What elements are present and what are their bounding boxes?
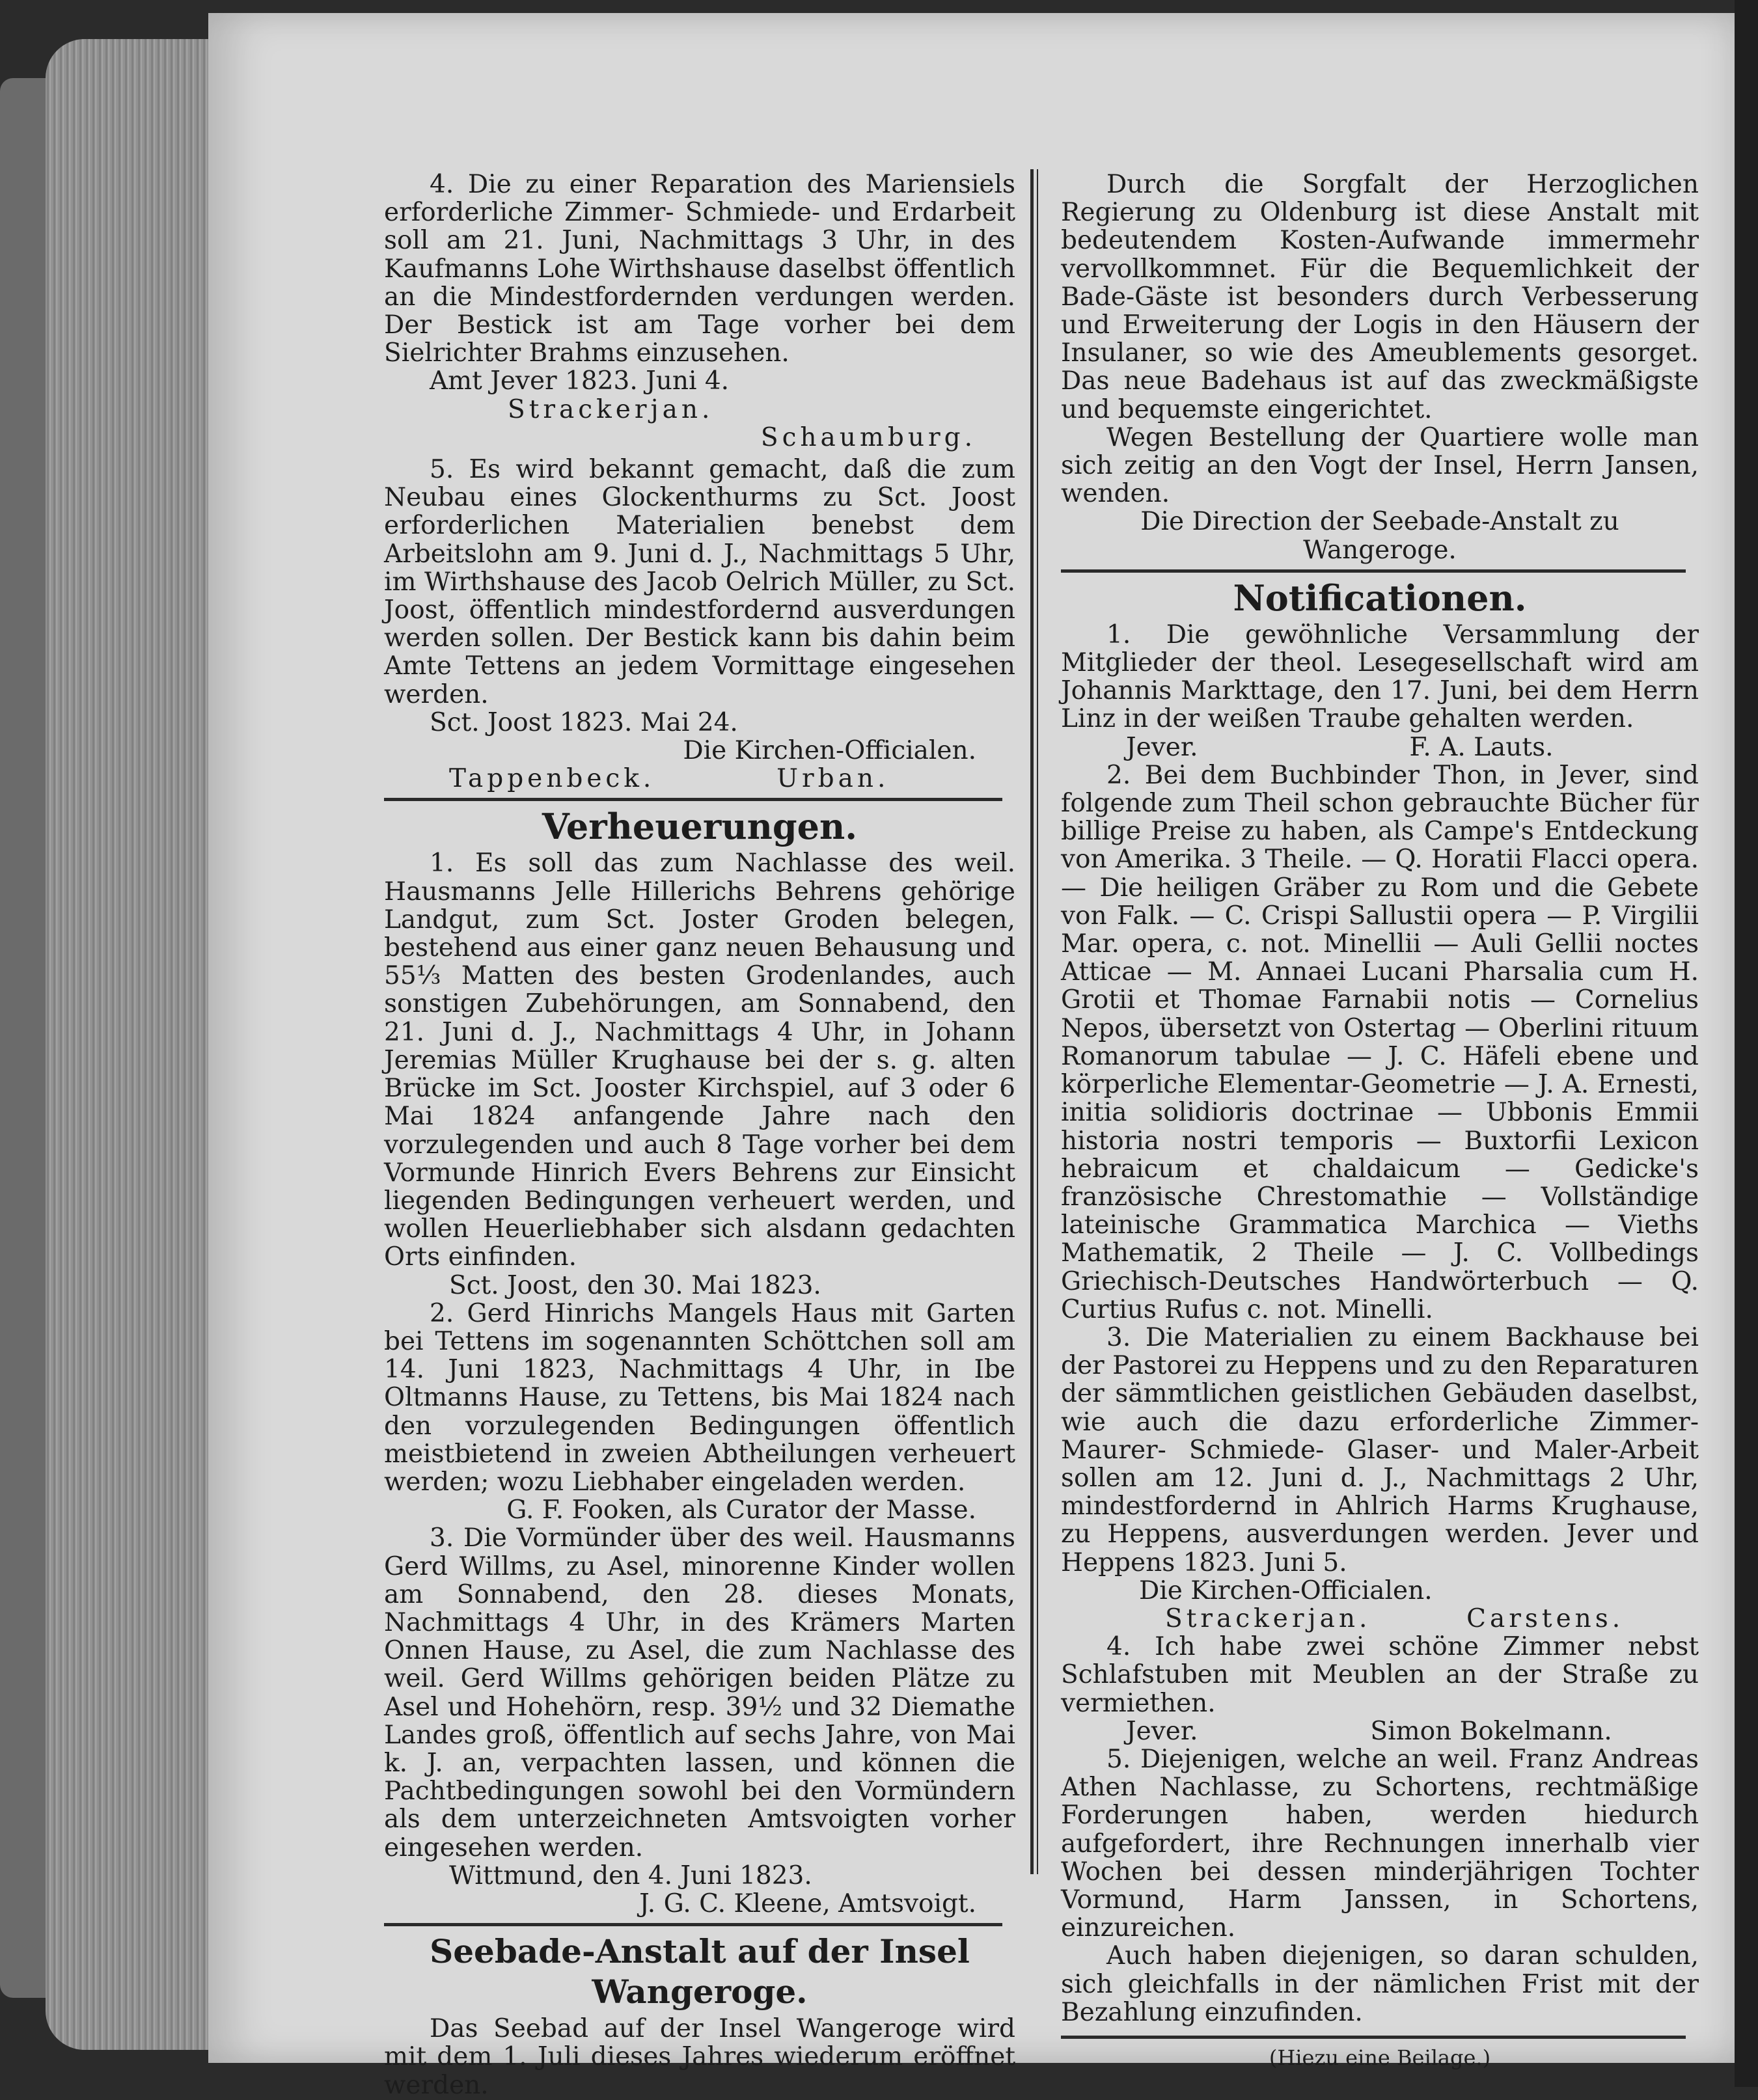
- supplement-note: (Hiezu eine Beilage.): [1269, 2045, 1491, 2070]
- section-rule: [1061, 569, 1686, 573]
- seebade-paragraph-3: Wegen Bestellung der Quartiere wolle man sich zeitig an den Vogt der Insel, Herrn Jansen, wenden.: [1061, 422, 1699, 509]
- notice-item-4-signature-1: Strackerjan.: [508, 394, 714, 424]
- lease-item-2-signature: G. F. Fooken, als Curator der Masse.: [506, 1495, 976, 1525]
- notice-item-5-place: Sct. Joost 1823. Mai 24.: [430, 707, 738, 737]
- section-heading-verheuerungen: Verheuerungen.: [542, 806, 858, 848]
- lease-item-2: 2. Gerd Hinrichs Mangels Haus mit Garten bei Tettens im sogenannten Schöttchen soll am 14. Juni 1823, Nachmittags 4 Uhr, in Ibe Oltmanns Hause, zu Tettens, bis Mai 1824 nach den vorzulegenden Bedingungen öffentlich meistbietend in zweien Abtheilungen verheuert werden; wozu Liebhaber eingeladen werden.: [384, 1298, 1015, 1497]
- right-column-text: [1061, 170, 1699, 2072]
- notification-3: 3. Die Materialien zu einem Backhause bei der Pastorei zu Heppens und zu den Reparaturen der sämmtlichen geistlichen Gebäuden daselbst, wie auch die dazu erforderliche Zimmer- Maurer- Schmiede- Glaser- und Maler-Arbeit sollen am 12. Juni d. J., Nachmittags 2 Uhr, mindestfordernd in Ahlrich Harms Krughause, zu Heppens, ausverdungen werden. Jever und Heppens 1823. Juni 5.: [1061, 1322, 1699, 1577]
- notification-3-signature-1: Die Kirchen-Officialen.: [1139, 1575, 1433, 1605]
- notification-1-place: Jever.: [1126, 732, 1198, 762]
- section-rule: [1061, 2036, 1686, 2039]
- notice-item-4: 4. Die zu einer Reparation des Mariensiels erforderliche Zimmer- Schmiede- und Erdarbeit soll am 21. Juni, Nachmittags 3 Uhr, in des Kaufmanns Lohe Wirthshause daselbst öffentlich an die Mindestfordernden verdungen werden. Der Bestick ist am Tage vorher bei dem Sielrichter Brahms einzusehen.: [384, 170, 1015, 368]
- notification-5-continued: Auch haben diejenigen, so daran schulden, sich gleichfalls in der nämlichen Frist mit der Bezahlung einzufinden.: [1061, 1941, 1699, 2027]
- notice-item-5-signature-1: Die Kirchen-Officialen.: [683, 736, 976, 766]
- notice-item-4-place: Amt Jever 1823. Juni 4.: [430, 366, 730, 396]
- notification-4: 4. Ich habe zwei schöne Zimmer nebst Schlafstuben mit Meublen an der Straße zu vermiethen.: [1061, 1632, 1699, 1718]
- seebade-paragraph-2: Durch die Sorgfalt der Herzoglichen Regierung zu Oldenburg ist diese Anstalt mit bedeutendem Kosten-Aufwande immermehr vervollkommnet. Für die Bequemlichkeit der Bade-Gäste ist besonders durch Verbesserung und Erweiterung der Logis in den Häusern der Insulaner, so wie des Ameublements gesorget. Das neue Badehaus ist auf das zweckmäßigste und bequemste eingerichtet.: [1061, 170, 1699, 424]
- seebade-paragraph-1: Das Seebad auf der Insel Wangeroge wird mit dem 1. Juli dieses Jahres wiederum eröffnet werden.: [384, 2014, 1015, 2100]
- notification-3-signature-2a: Strackerjan.: [1165, 1603, 1371, 1633]
- notification-4-signature: Simon Bokelmann.: [1370, 1716, 1612, 1746]
- scan-border: [1735, 0, 1758, 2087]
- seebade-signature: Die Direction der Seebade-Anstalt zu Wangeroge.: [1140, 507, 1619, 565]
- notification-3-signature-2b: Carstens.: [1466, 1603, 1625, 1633]
- notification-2: 2. Bei dem Buchbinder Thon, in Jever, sind folgende zum Theil schon gebrauchte Bücher für billige Preise zu haben, als Campe's Entdeckung von Amerika. 3 Theile. — Q. Horatii Flacci opera. — Die heiligen Gräber zu Rom und die Gebete von Falk. — C. Crispi Sallustii opera — P. Virgilii Mar. opera, c. not. Minellii — Auli Gellii noctes Atticae — M. Annaei Lucani Pharsalia cum H. Grotii et Thomae Farnabii notis — Cornelius Nepos, übersetzt von Ostertag — Oberlini rituum Romanorum tabulae — J. C. Häfeli ebene und körperliche Elementar-Geometrie — J. A. Ernesti, initia solidioris doctrinae — Ubbonis Emmii historia nostri temporis — Buxtorfii Lexicon hebraicum et chaldaicum — Gedicke's französische Chrestomathie — Vollständige lateinische Grammatica Marchica — Vieths Mathematik, 2 Theile — J. C. Vollbedings Griechisch-Deutsches Handwörterbuch — Q. Curtius Rufus c. not. Minelli.: [1061, 760, 1699, 1324]
- left-column-text: [384, 170, 1015, 2099]
- notice-item-4-signature-2: Schaumburg.: [760, 422, 976, 452]
- notice-item-5-signature-2b: Urban.: [776, 764, 890, 794]
- section-heading-seebade: Seebade-Anstalt auf der Insel Wangeroge.: [430, 1932, 970, 2011]
- lease-item-3-signature: J. G. C. Kleene, Amtsvoigt.: [639, 1889, 976, 1918]
- section-heading-notificationen: Notificationen.: [1233, 577, 1527, 619]
- column-divider: [1030, 169, 1034, 1874]
- lease-item-1-place: Sct. Joost, den 30. Mai 1823.: [449, 1270, 821, 1300]
- notification-5: 5. Diejenigen, welche an weil. Franz Andreas Athen Nachlasse, zu Schortens, rechtmäßige Forderungen haben, werden hiedurch aufgefordert, ihre Rechnungen innerhalb vier Wochen bei dessen minderjährigen Tochter Vormund, Harm Janssen, in Schortens, einzureichen.: [1061, 1744, 1699, 1943]
- notice-item-5-signature-2a: Tappenbeck.: [449, 764, 655, 794]
- lease-item-3: 3. Die Vormünder über des weil. Hausmanns Gerd Willms, zu Asel, minorenne Kinder wollen am Sonnabend, den 28. dieses Monats, Nachmittags 4 Uhr, in des Krämers Marten Onnen Hause, zu Asel, die zum Nachlasse des weil. Gerd Willms gehörigen beiden Plätze zu Asel und Hohehörn, resp. 39½ und 32 Diemathe Landes groß, öffentlich auf sechs Jahre, von Mai k. J. an, verpachten lassen, und können die Pachtbedingungen sowohl bei den Vormündern als dem unterzeichneten Amtsvoigten vorher eingesehen werden.: [384, 1523, 1015, 1862]
- notice-item-5: 5. Es wird bekannt gemacht, daß die zum Neubau eines Glockenthurms zu Sct. Joost erforderlichen Materialien benebst dem Arbeitslohn am 9. Juni d. J., Nachmittags 5 Uhr, im Wirthshause des Jacob Oelrich Müller, zu Sct. Joost, öffentlich mindestfordernd ausverdungen werden sollen. Der Bestick kann bis dahin beim Amte Tettens an jedem Vormittage eingesehen werden.: [384, 455, 1015, 709]
- notification-4-place: Jever.: [1126, 1716, 1198, 1746]
- lease-item-1: 1. Es soll das zum Nachlasse des weil. Hausmanns Jelle Hillerichs Behrens gehörige Landgut, zum Sct. Joster Groden belegen, bestehend aus einer ganz neuen Behausung und 55⅓ Matten des besten Grodenlandes, auch sonstigen Zubehörungen, am Sonnabend, den 21. Juni d. J., Nachmittags 4 Uhr, in Johann Jeremias Müller Krughause bei der s. g. alten Brücke im Sct. Jooster Kirchspiel, auf 3 oder 6 Mai 1824 anfangende Jahre nach den vorzulegenden und auch 8 Tage vorher bei dem Vormunde Hinrich Evers Behrens zur Einsicht liegenden Bedingungen verheuert werden, und wollen Heuerliebhaber sich alsdann gedachten Orts einfinden.: [384, 849, 1015, 1272]
- section-rule: [384, 798, 1002, 801]
- notification-1-signature: F. A. Lauts.: [1409, 732, 1554, 762]
- lease-item-3-place: Wittmund, den 4. Juni 1823.: [449, 1861, 812, 1890]
- notification-1: 1. Die gewöhnliche Versammlung der Mitglieder der theol. Lesegesellschaft wird am Johannis Markttage, den 17. Juni, bei dem Herrn Linz in der weißen Traube gehalten werden.: [1061, 620, 1699, 734]
- column-divider-thin: [1037, 169, 1038, 1874]
- section-rule: [384, 1923, 1002, 1926]
